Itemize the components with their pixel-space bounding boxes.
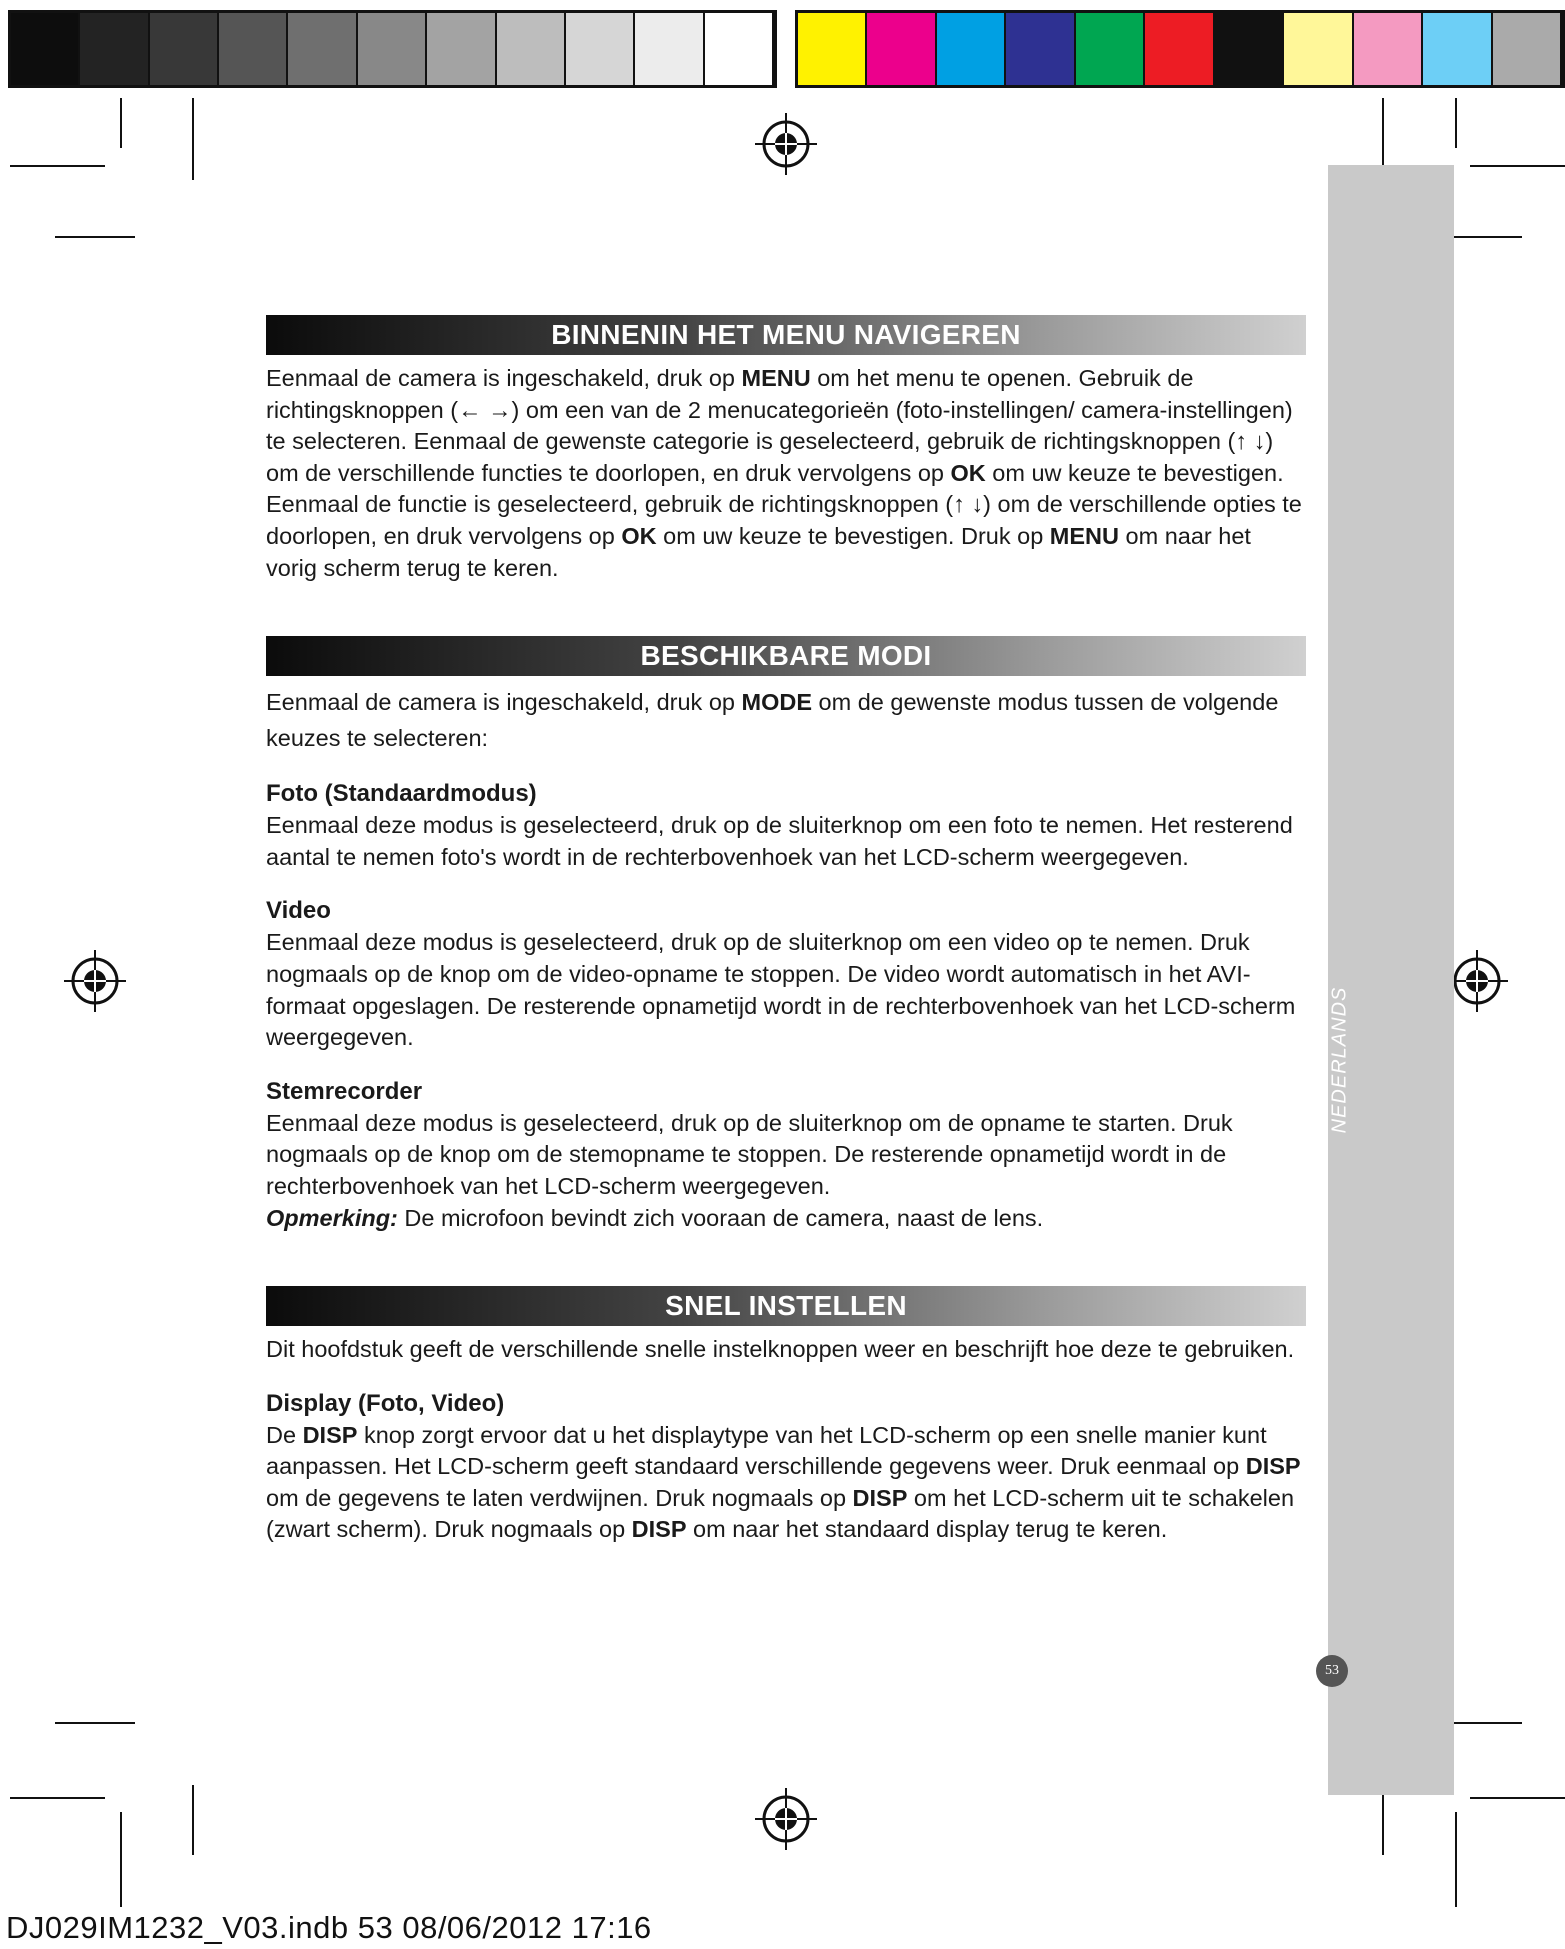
gray-swatch xyxy=(705,13,774,85)
grayscale-color-bar xyxy=(8,10,777,88)
color-swatch xyxy=(867,13,936,85)
registration-target-icon xyxy=(755,113,817,175)
note xyxy=(266,1203,1306,1235)
menu-navigation-paragraph: Eenmaal de camera is ingeschakeld, druk op MENU om het menu te openen. Gebruik de richtingsknoppen (← →) om een van de 2 menucategorieën (foto-instellingen/ camera-instellingen) te selecteren. Eenmaal de gewenste categorie is geselecteerd, gebruik de richtingsknoppen (↑ ↓) om de verschillende functies te doorlopen, en druk vervolgens op OK om uw keuze te bevestigen. Eenmaal de functie is geselecteerd, gebruik de richtingsknoppen (↑ ↓) om de verschillende opties te doorlopen, en druk vervolgens op OK om uw keuze te bevestigen. Druk op MENU om naar het vorig scherm terug te keren. xyxy=(266,365,1302,581)
crop-mark xyxy=(1455,1812,1457,1907)
registration-target-icon xyxy=(64,950,126,1012)
crop-mark xyxy=(1442,1722,1522,1724)
mode-title-photo: Foto (Standaardmodus) xyxy=(266,780,537,808)
cmyk-color-bar xyxy=(795,10,1565,88)
mode-text-voice: Eenmaal deze modus is geselecteerd, druk op de sluiterknop om de opname te starten. Druk nogmaals op de knop om de stemopname te stoppen. De resterende opnametijd wordt in de rechterbovenhoek van het LCD-scherm weergegeven. xyxy=(266,1109,1233,1199)
modes-intro-paragraph: Eenmaal de camera is ingeschakeld, druk op MODE om de gewenste modus tussen de volgende keuzes te selecteren: xyxy=(266,689,1279,752)
gray-swatch xyxy=(566,13,635,85)
gray-swatch xyxy=(288,13,357,85)
color-swatch xyxy=(1006,13,1075,85)
crop-mark xyxy=(120,1812,122,1907)
color-swatch xyxy=(937,13,1006,85)
crop-mark xyxy=(120,98,122,148)
language-label: NEDERLANDS xyxy=(1328,986,1351,1134)
mode-title-video: Video xyxy=(266,897,331,925)
crop-mark xyxy=(1470,1797,1565,1799)
mode-text-video: Eenmaal deze modus is geselecteerd, druk op de sluiterknop om een video op te nemen. Druk nogmaals op de knop om de video-opname te stoppen. De video wordt automatisch in het AVI-formaat opgeslagen. De resterende opnametijd wordt in de rechterbovenhoek van het LCD-scherm weergegeven. xyxy=(266,929,1296,1051)
color-swatch xyxy=(1354,13,1423,85)
crop-mark xyxy=(10,1797,105,1799)
color-swatch xyxy=(1076,13,1145,85)
color-swatch xyxy=(1493,13,1562,85)
gray-swatch xyxy=(497,13,566,85)
registration-target-icon xyxy=(1446,950,1508,1012)
section-heading-modes: BESCHIKBARE MODI xyxy=(266,636,1306,676)
mode-text-photo: Eenmaal deze modus is geselecteerd, druk op de sluiterknop om een foto te nemen. Het resterend aantal te nemen foto's wordt in de rechterbovenhoek van het LCD-scherm weergegeven. xyxy=(266,812,1293,870)
language-side-tab xyxy=(1328,165,1454,1795)
crop-mark xyxy=(1455,98,1457,148)
crop-mark xyxy=(192,1785,194,1855)
color-swatch xyxy=(798,13,867,85)
crop-mark xyxy=(192,98,194,180)
note-text: De microfoon bevindt zich vooraan de camera, naast de lens. xyxy=(397,1204,1044,1231)
gray-swatch xyxy=(80,13,149,85)
display-paragraph: De DISP knop zorgt ervoor dat u het displaytype van het LCD-scherm op een snelle manier kunt aanpassen. Het LCD-scherm geeft standaard verschillende gegevens weer. Druk eenmaal op DISP om de gegevens te laten verdwijnen. Druk nogmaals op DISP om het LCD-scherm uit te schakelen (zwart scherm). Druk nogmaals op DISP om naar het standaard display terug te keren. xyxy=(266,1421,1301,1543)
display-title: Display (Foto, Video) xyxy=(266,1389,505,1417)
crop-mark xyxy=(10,165,105,167)
gray-swatch xyxy=(427,13,496,85)
quick-settings-intro: Dit hoofdstuk geeft de verschillende snelle instelknoppen weer en beschrijft hoe deze te gebruiken. xyxy=(266,1336,1295,1363)
gray-swatch xyxy=(358,13,427,85)
crop-mark xyxy=(55,1722,135,1724)
section-heading-menu: BINNENIN HET MENU NAVIGEREN xyxy=(266,315,1306,355)
gray-swatch xyxy=(11,13,80,85)
gray-swatch xyxy=(635,13,704,85)
crop-mark xyxy=(1470,165,1565,167)
note-label: Opmerking: xyxy=(266,1204,398,1231)
color-swatch xyxy=(1145,13,1214,85)
page-content xyxy=(266,315,1306,1546)
crop-mark xyxy=(1442,236,1522,238)
page-number: 53 xyxy=(1316,1655,1348,1687)
mode-title-voice: Stemrecorder xyxy=(266,1077,423,1105)
registration-target-icon xyxy=(755,1788,817,1850)
section-heading-quick-settings: SNEL INSTELLEN xyxy=(266,1286,1306,1326)
gray-swatch xyxy=(219,13,288,85)
color-swatch xyxy=(1215,13,1284,85)
color-swatch xyxy=(1284,13,1353,85)
gray-swatch xyxy=(150,13,219,85)
crop-mark xyxy=(55,236,135,238)
crop-mark xyxy=(1382,1785,1384,1855)
color-swatch xyxy=(1423,13,1492,85)
print-slug-footer: DJ029IM1232_V03.indb 53 08/06/2012 17:16 xyxy=(6,1910,652,1945)
